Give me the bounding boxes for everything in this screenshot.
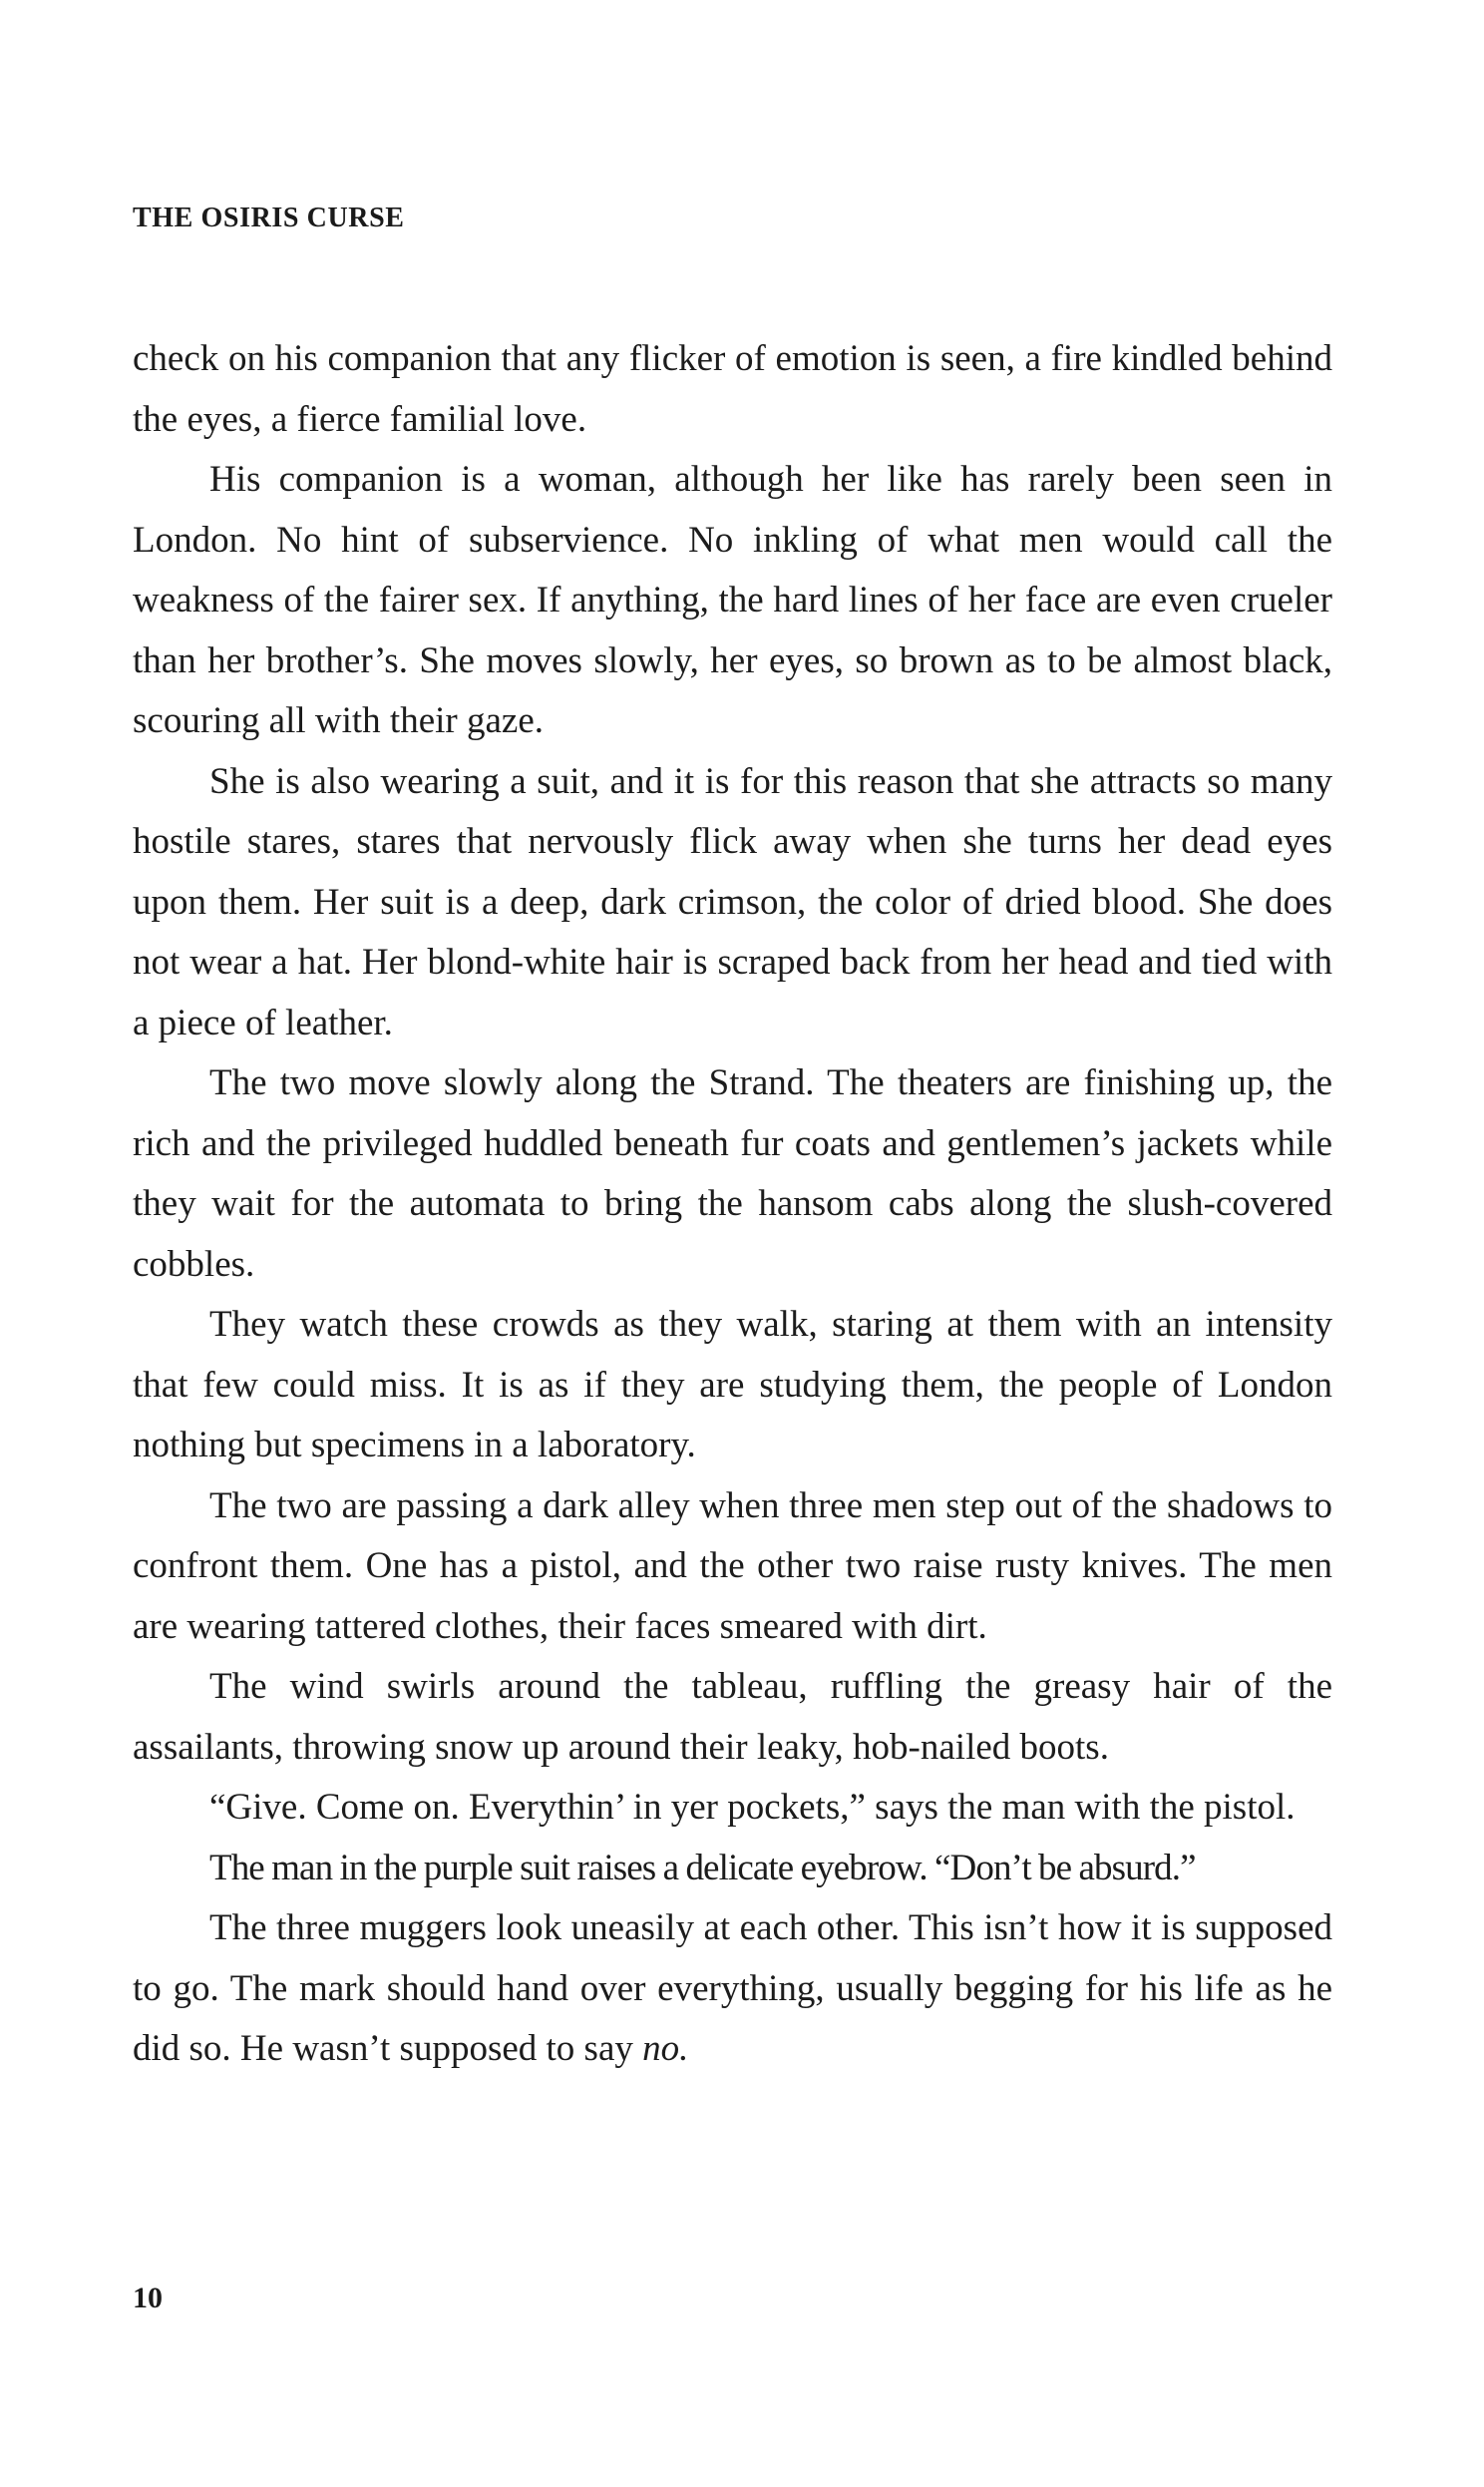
paragraph-9: The man in the purple suit raises a delicate eyebrow. “Don’t be absurd.” (209, 1847, 1196, 1888)
paragraph-2: His companion is a woman, although her like has rarely been seen in London. No hint of subservience. No inkling of what men would call the weakness of the fairer sex. If anything, the hard lines of her face are even crueler than her brother’s. She moves slowly, her eyes, so brown as to be almost black, scouring all with their gaze. (133, 459, 1332, 741)
page-body (133, 329, 1332, 2080)
paragraph-8: “Give. Come on. Everythin’ in yer pockets,” says the man with the pistol. (209, 1787, 1296, 1828)
paragraph-3: She is also wearing a suit, and it is for this reason that she attracts so many hostile stares, stares that nervously flick away when she turns her dead eyes upon them. Her suit is a deep, dark crimson, the color of dried blood. She does not wear a hat. Her blond-white hair is scraped back from her head and tied with a piece of leather. (133, 760, 1332, 1043)
paragraph-5: They watch these crowds as they walk, staring at them with an intensity that few could miss. It is as if they are studying them, the people of London nothing but specimens in a laboratory. (133, 1304, 1332, 1465)
italic-word: no. (642, 2028, 689, 2069)
paragraph-7: The wind swirls around the tableau, ruffling the greasy hair of the assailants, throwing snow up around their leaky, hob-nailed boots. (133, 1666, 1332, 1768)
paragraph-1: check on his companion that any flicker of emotion is seen, a fire kindled behind the eyes, a fierce familial love. (133, 338, 1332, 440)
paragraph-10 (133, 1898, 1332, 2080)
paragraph-4: The two move slowly along the Strand. The theaters are finishing up, the rich and the privileged huddled beneath fur coats and gentlemen’s jackets while they wait for the automata to bring the hansom cabs along the slush-covered cobbles. (133, 1062, 1332, 1285)
running-head: THE OSIRIS CURSE (133, 203, 405, 233)
page-number: 10 (133, 2281, 163, 2314)
paragraph-10-text: The three muggers look uneasily at each other. This isn’t how it is supposed to go. The mark should hand over everything, usually begging for his life as he did so. He wasn’t supposed to say (133, 1907, 1332, 2069)
paragraph-6: The two are passing a dark alley when three men step out of the shadows to confront them. One has a pistol, and the other two raise rusty knives. The men are wearing tattered clothes, their faces smeared with dirt. (133, 1484, 1332, 1647)
